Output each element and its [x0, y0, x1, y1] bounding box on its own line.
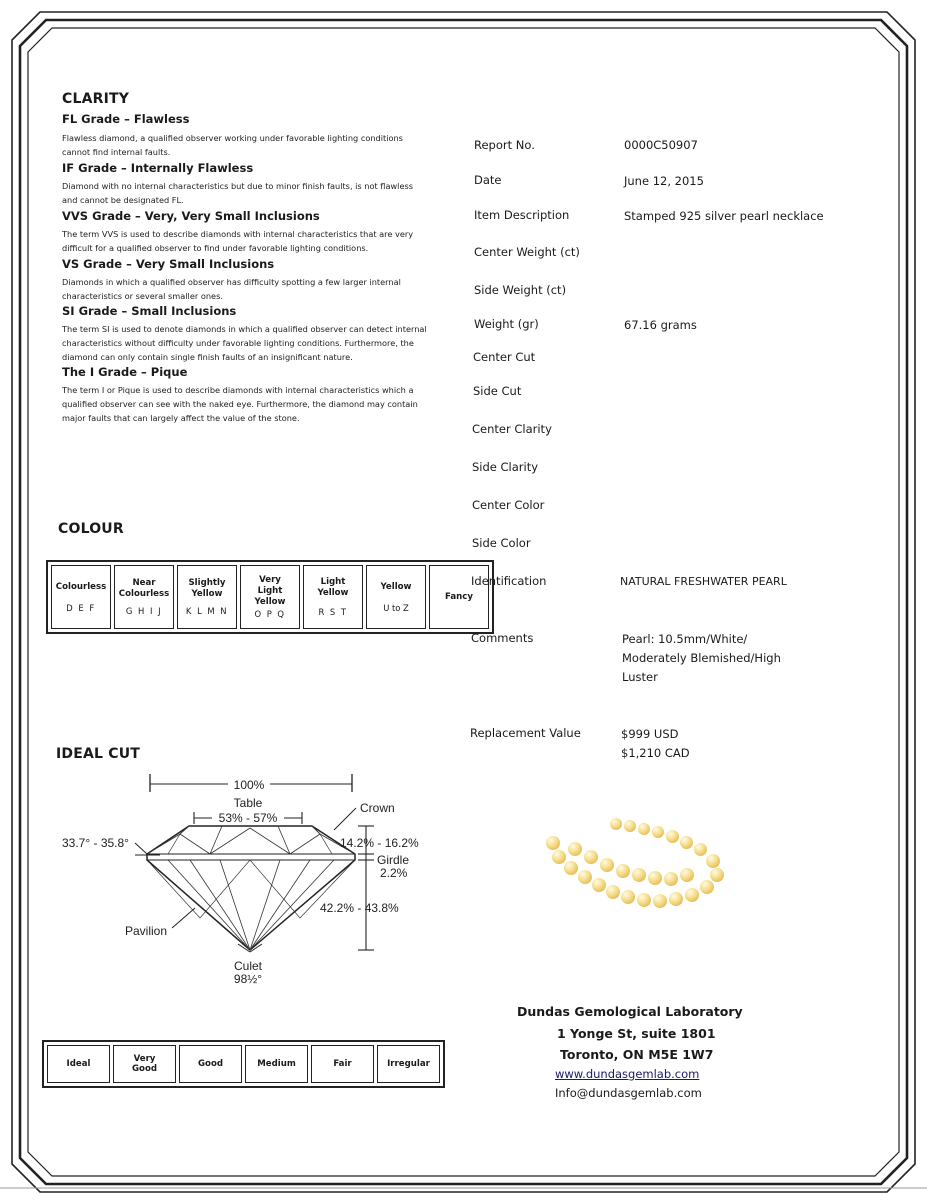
grade-desc-line: Flawless diamond, a qualified observer working under favorable lighting conditions: [62, 133, 403, 143]
colour-grade: U to Z: [383, 602, 409, 613]
cut-grade-label: Irregular: [387, 1059, 430, 1069]
pearl: [564, 861, 578, 875]
report-value: Moderately Blemished/High: [622, 651, 781, 665]
cut-grade-label: Good: [197, 1059, 223, 1069]
grade-title: FL Grade – Flawless: [62, 112, 190, 126]
grade-if: [62, 161, 442, 209]
pearl: [568, 842, 582, 856]
grade-desc-line: major faults that can largely affect the value of the stone.: [62, 413, 300, 423]
lab-website-link[interactable]: www.dundasgemlab.com: [555, 1067, 700, 1081]
label-crown-angle: 33.7° - 35.8°: [62, 836, 129, 850]
pearl: [624, 820, 636, 832]
cut-grade-good: [179, 1045, 242, 1083]
label-table-range: 53% - 57%: [218, 811, 278, 825]
report-label: Date: [474, 173, 502, 187]
grade-title: VVS Grade – Very, Very Small Inclusions: [62, 209, 320, 223]
report-label: Side Cut: [473, 384, 522, 398]
colour-heading: COLOUR: [58, 521, 124, 537]
clarity-heading: CLARITY: [62, 91, 130, 107]
colour-name: Yellow: [191, 589, 223, 599]
colour-scale-table: [46, 560, 494, 634]
report-label: Side Color: [472, 536, 531, 550]
pearl: [606, 885, 620, 899]
colour-cell-def: [51, 565, 111, 629]
label-culet: Culet: [233, 959, 263, 973]
report-value: 0000C50907: [624, 138, 698, 152]
label-girdle-pct: 2.2%: [380, 866, 408, 880]
grade-si: [62, 304, 442, 365]
grade-desc-line: diamond can only contain single finish faults of an insignificant nature.: [62, 352, 353, 362]
cut-grade-medium: [245, 1045, 308, 1083]
pearl: [621, 890, 635, 904]
grade-vs: [62, 257, 442, 304]
colour-name: Slightly: [188, 578, 226, 588]
cut-grade-very-good: [113, 1045, 176, 1083]
colour-grade: G H I J: [125, 606, 163, 616]
label-table: Table: [233, 796, 263, 810]
cut-grade-irregular: [377, 1045, 440, 1083]
report-label: Center Color: [472, 498, 545, 512]
pearl: [669, 892, 683, 906]
pearl: [610, 818, 622, 830]
colour-cell-rst: [303, 565, 363, 629]
colour-grade: K L M N: [185, 606, 229, 616]
lab-email[interactable]: Info@dundasgemlab.com: [555, 1086, 702, 1100]
grade-desc-line: difficult for a qualified observer to find under favorable lighting conditions.: [62, 243, 369, 253]
report-label: Replacement Value: [470, 726, 581, 740]
colour-name: Colourless: [118, 589, 170, 599]
colour-grade: R S T: [318, 607, 348, 617]
diamond-diagram: [50, 768, 450, 988]
grade-desc-line: qualified observer can see with the naked eye. Furthermore, the diamond may contain: [62, 399, 418, 409]
grade-desc-line: characteristics or several smaller ones.: [62, 291, 223, 301]
colour-name: Yellow: [380, 581, 412, 592]
report-value: NATURAL FRESHWATER PEARL: [620, 575, 787, 588]
label-crown: Crown: [360, 801, 395, 815]
report-value: June 12, 2015: [624, 174, 704, 188]
grade-desc-line: and cannot be designated FL.: [62, 195, 184, 205]
colour-cell-utoz: [366, 565, 426, 629]
report-value: Luster: [622, 670, 658, 684]
pearl: [710, 868, 724, 882]
report-value: Pearl: 10.5mm/White/: [622, 632, 748, 646]
cut-grade-label: Medium: [257, 1059, 296, 1069]
label-width: 100%: [233, 778, 265, 792]
label-girdle: Girdle: [377, 853, 410, 867]
lab-name: Dundas Gemological Laboratory: [517, 1004, 743, 1019]
colour-name: Colourless: [55, 581, 107, 592]
report-label: Report No.: [474, 138, 535, 152]
pearl: [592, 878, 606, 892]
cut-grade-label: Ideal: [66, 1059, 91, 1069]
pearl-necklace-photo: [540, 812, 730, 912]
pearl: [680, 836, 693, 849]
grade-desc-line: Diamond with no internal characteristics but due to minor finish faults, is not flawless: [62, 181, 414, 191]
colour-cell-opq: [240, 565, 300, 629]
cut-grade-ideal: [47, 1045, 110, 1083]
pearl: [546, 836, 560, 850]
pearl: [666, 830, 679, 843]
report-value: $1,210 CAD: [621, 746, 690, 760]
colour-name: Light: [320, 577, 346, 587]
label-culet-angle: 98½°: [233, 972, 263, 986]
cut-grade-label: Fair: [333, 1059, 352, 1069]
report-value: Stamped 925 silver pearl necklace: [624, 209, 824, 223]
report-value: 67.16 grams: [624, 318, 697, 332]
pearl: [584, 850, 598, 864]
grade-fl: [62, 112, 442, 161]
grade-desc-line: cannot find internal faults.: [62, 147, 171, 157]
report-label: Center Cut: [473, 350, 536, 364]
colour-name: Light: [257, 586, 283, 596]
colour-grade: O P Q: [254, 609, 286, 619]
pearl: [552, 850, 566, 864]
pearl: [632, 868, 646, 882]
report-label: Identification: [471, 574, 547, 588]
pearl: [680, 868, 694, 882]
pearl: [638, 823, 650, 835]
pearl: [578, 870, 592, 884]
pearl: [652, 826, 664, 838]
colour-name: Yellow: [254, 597, 286, 607]
report-label: Side Clarity: [472, 460, 539, 474]
pearl: [616, 864, 630, 878]
grade-desc-line: characteristics without difficulty under favorable lighting conditions. Furthermore, the: [62, 338, 414, 348]
grade-title: SI Grade – Small Inclusions: [62, 304, 237, 318]
pearl: [600, 858, 614, 872]
lab-address-line1: 1 Yonge St, suite 1801: [557, 1026, 716, 1041]
report-value: $999 USD: [621, 727, 679, 741]
report-label: Center Weight (ct): [474, 245, 580, 259]
cut-grade-label: Good: [131, 1064, 157, 1074]
colour-name: Fancy: [445, 591, 473, 602]
grade-vvs: [62, 209, 442, 257]
grade-desc-line: Diamonds in which a qualified observer has difficulty spotting a few larger internal: [62, 277, 401, 287]
grade-desc-line: The term SI is used to denote diamonds in which a qualified observer can detect internal: [62, 324, 427, 334]
colour-name: Yellow: [317, 588, 349, 598]
cut-grade-fair: [311, 1045, 374, 1083]
colour-cell-klmn: [177, 565, 237, 629]
report-label: Center Clarity: [472, 422, 552, 436]
colour-grade: D E F: [66, 602, 96, 613]
ideal-cut-heading: IDEAL CUT: [56, 746, 141, 762]
pearl: [653, 894, 667, 908]
pearl: [694, 843, 707, 856]
label-crown-height: 14.2% - 16.2%: [340, 836, 419, 850]
lab-address-line2: Toronto, ON M5E 1W7: [560, 1047, 714, 1062]
colour-name: Near: [132, 578, 156, 588]
report-label: Side Weight (ct): [474, 283, 567, 297]
cut-grade-table: [42, 1040, 445, 1088]
grade-title: The I Grade – Pique: [62, 365, 188, 379]
report-label: Item Description: [474, 208, 570, 222]
grade-desc-line: The term VVS is used to describe diamonds with internal characteristics that are very: [62, 229, 414, 239]
grade-title: IF Grade – Internally Flawless: [62, 161, 254, 175]
colour-cell-ghij: [114, 565, 174, 629]
pearl: [685, 888, 699, 902]
grade-i: [62, 365, 442, 425]
cut-grade-label: Very: [133, 1054, 156, 1064]
pearl: [664, 872, 678, 886]
grade-title: VS Grade – Very Small Inclusions: [62, 257, 275, 271]
label-pavilion: Pavilion: [125, 924, 168, 938]
pearl: [648, 871, 662, 885]
pearl: [700, 880, 714, 894]
report-label: Comments: [471, 631, 534, 645]
colour-name: Very: [259, 575, 281, 585]
pearl: [706, 854, 720, 868]
report-label: Weight (gr): [474, 317, 539, 331]
clarity-grades: [62, 112, 442, 425]
pearl: [637, 893, 651, 907]
grade-desc-line: The term I or Pique is used to describe diamonds with internal characteristics which a: [62, 385, 414, 395]
label-pavilion-depth: 42.2% - 43.8%: [320, 901, 399, 915]
